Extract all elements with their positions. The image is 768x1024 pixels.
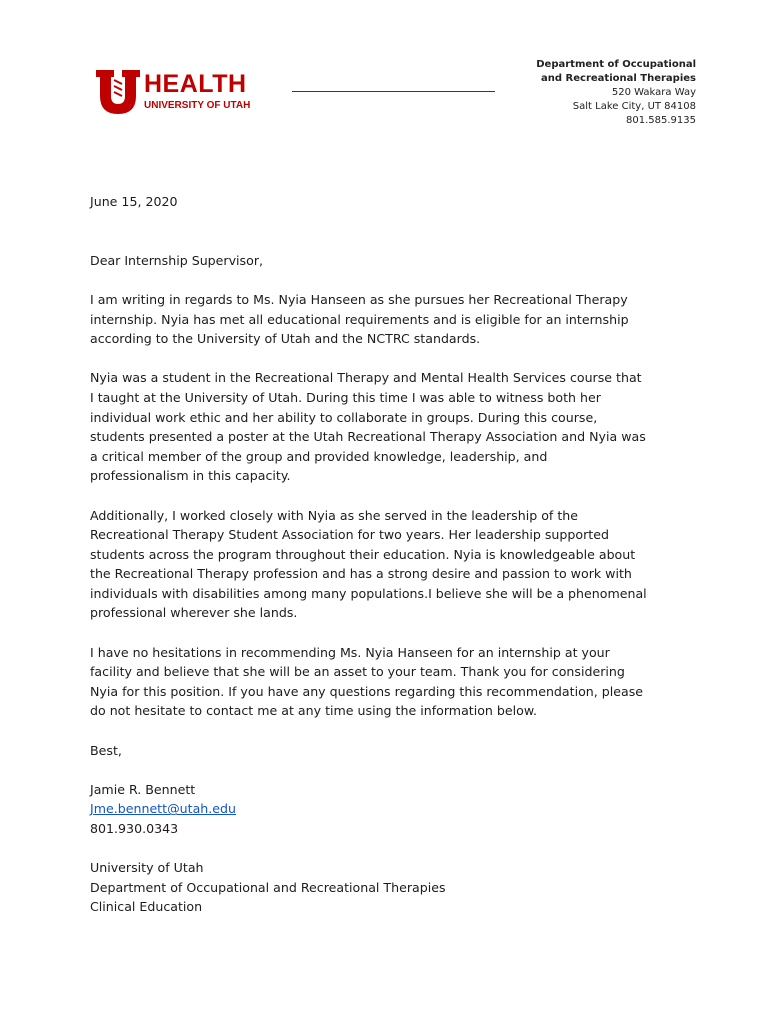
paragraph-line: professionalism in this capacity. <box>90 468 291 484</box>
dept-name-line1: Department of Occupational <box>536 59 696 70</box>
paragraph-line: Additionally, I worked closely with Nyia as she served in the leadership of the <box>90 507 579 523</box>
signer-email-link[interactable]: Jme.bennett@utah.edu <box>90 801 237 817</box>
paragraph-line: students across the program throughout their education. Nyia is knowledgeable about <box>90 546 636 562</box>
block-u-icon <box>94 68 142 116</box>
paragraph-line: do not hesitate to contact me at any time using the information below. <box>90 703 538 719</box>
street-address: 520 Wakara Way <box>611 87 696 98</box>
footer-university: University of Utah <box>90 860 204 876</box>
paragraph-line: Nyia was a student in the Recreational Therapy and Mental Health Services course that <box>90 370 642 386</box>
paragraph-line: individuals with disabilities among many populations.I believe she will be a phenomenal <box>90 585 647 601</box>
signer-phone: 801.930.0343 <box>90 821 179 836</box>
paragraph-1 <box>90 290 690 349</box>
logo-subtitle: UNIVERSITY OF UTAH <box>144 100 251 111</box>
closing: Best, <box>90 742 122 758</box>
department-phone: 801.585.9135 <box>626 115 696 126</box>
city-state-zip: Salt Lake City, UT 84108 <box>572 101 696 112</box>
dept-name-line2: and Recreational Therapies <box>541 73 696 84</box>
header-divider <box>292 91 495 92</box>
paragraph-line: individual work ethic and her ability to collaborate in groups. During this course, <box>90 409 598 425</box>
letter-date: June 15, 2020 <box>90 194 178 209</box>
paragraph-line: according to the University of Utah and the NCTRC standards. <box>90 331 481 347</box>
salutation: Dear Internship Supervisor, <box>90 252 263 268</box>
university-logo <box>94 68 264 116</box>
paragraph-4 <box>90 643 690 721</box>
logo-title: HEALTH <box>144 70 247 98</box>
paragraph-line: internship. Nyia has met all educational requirements and is eligible for an internship <box>90 311 629 327</box>
footer-unit: Clinical Education <box>90 899 203 915</box>
paragraph-line: Recreational Therapy Student Association for two years. Her leadership supported <box>90 527 609 543</box>
paragraph-line: I have no hesitations in recommending Ms. Nyia Hanseen for an internship at your <box>90 644 610 660</box>
paragraph-line: a critical member of the group and provided knowledge, leadership, and <box>90 448 548 464</box>
paragraph-line: facility and believe that she will be an asset to your team. Thank you for considering <box>90 664 625 680</box>
paragraph-line: the Recreational Therapy profession and has a strong desire and passion to work with <box>90 566 632 582</box>
signer-name: Jamie R. Bennett <box>90 781 196 797</box>
letter-body <box>90 192 690 917</box>
paragraph-line: Nyia for this position. If you have any questions regarding this recommendation, please <box>90 683 644 699</box>
footer-department: Department of Occupational and Recreational Therapies <box>90 879 446 895</box>
paragraph-2 <box>90 368 690 486</box>
paragraph-3 <box>90 506 690 624</box>
department-address <box>536 58 696 128</box>
paragraph-line: I taught at the University of Utah. During this time I was able to witness both her <box>90 389 601 405</box>
paragraph-line: students presented a poster at the Utah Recreational Therapy Association and Nyia was <box>90 429 646 445</box>
paragraph-line: I am writing in regards to Ms. Nyia Hanseen as she pursues her Recreational Therapy <box>90 291 628 307</box>
paragraph-line: professional wherever she lands. <box>90 605 298 621</box>
